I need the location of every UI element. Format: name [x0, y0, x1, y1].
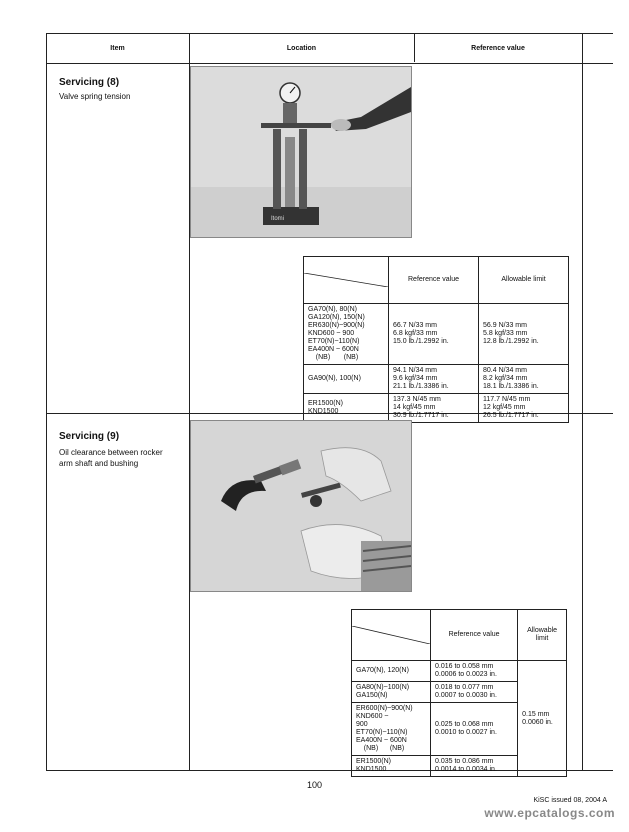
watermark: www.epcatalogs.com [484, 806, 615, 820]
table-corner-cell [304, 257, 389, 304]
table-row [304, 365, 569, 394]
row-allowable: 117.7 N/45 mm 12 kgf/45 mm 26.5 lb./1.7717 in. [479, 394, 569, 423]
col-allowable-limit: Allowable limit [479, 257, 569, 304]
col-allowable-limit: Allowable limit [518, 610, 567, 661]
row-reference: 0.016 to 0.058 mm 0.0006 to 0.0023 in. [431, 661, 518, 682]
spring-tester-illustration [191, 67, 411, 237]
header-location: Location [286, 45, 317, 52]
row-models: ER1500(N) KND1500 [352, 756, 431, 777]
row-reference: 0.025 to 0.068 mm 0.0010 to 0.0027 in. [431, 703, 518, 756]
column-divider-2 [414, 33, 415, 62]
header-reference: Reference value [471, 45, 525, 52]
row-models: ER1500(N) KND1500 [304, 394, 389, 423]
row-models: GA80(N)~100(N) GA150(N) [352, 682, 431, 703]
row-allowable: 0.15 mm 0.0060 in. [518, 661, 567, 777]
row-reference: 0.018 to 0.077 mm 0.0007 to 0.0030 in. [431, 682, 518, 703]
row-models: ER600(N)~900(N) KND600 ~ 900 ET70(N)~110(N) EA400N ~ 600N (NB) (NB) [352, 703, 431, 756]
section8-subtitle: Valve spring tension [59, 92, 131, 101]
row-reference: 66.7 N/33 mm 6.8 kgf/33 mm 15.0 lb./1.2992 in. [389, 304, 479, 365]
table-header [46, 33, 613, 64]
column-divider-3 [582, 33, 583, 771]
row-allowable: 56.9 N/33 mm 5.8 kgf/33 mm 12.8 lb./1.2992 in. [479, 304, 569, 365]
row-reference: 137.3 N/45 mm 14 kgf/45 mm 30.9 lb./1.7717 in. [389, 394, 479, 423]
page-number: 100 [306, 780, 323, 790]
section9-title: Servicing (9) [59, 431, 120, 442]
row-models: GA70(N), 80(N) GA120(N), 150(N) ER630(N)~900(N) KND600 ~ 900 ET70(N)~110(N) EA400N ~ 600N (NB) (NB) [304, 304, 389, 365]
table-row [352, 661, 567, 682]
issue-note: KiSC issued 08, 2004 A [533, 797, 607, 804]
micrometer-illustration [191, 421, 411, 591]
table-corner-cell [352, 610, 431, 661]
row-models: GA90(N), 100(N) [304, 365, 389, 394]
table-row [304, 304, 569, 365]
row-models: GA70(N), 120(N) [352, 661, 431, 682]
valve-spring-tester-photo [190, 66, 412, 238]
section8-title: Servicing (8) [59, 77, 120, 88]
row-allowable: 80.4 N/34 mm 8.2 kgf/34 mm 18.1 lb./1.3386 in. [479, 365, 569, 394]
diagonal-line [352, 626, 430, 644]
row-reference: 94.1 N/34 mm 9.6 kgf/34 mm 21.1 lb./1.3386 in. [389, 365, 479, 394]
col-reference-value: Reference value [431, 610, 518, 661]
section9-subtitle: Oil clearance between rocker arm shaft and bushing [59, 448, 163, 468]
valve-spring-table [303, 256, 569, 423]
col-reference-value: Reference value [389, 257, 479, 304]
header-item: Item [110, 45, 125, 52]
micrometer-photo [190, 420, 412, 592]
row-reference: 0.035 to 0.086 mm 0.0014 to 0.0034 in. [431, 756, 518, 777]
oil-clearance-table [351, 609, 567, 777]
tester-brand-label: Itomi [271, 216, 285, 222]
table-row [304, 394, 569, 423]
diagonal-line [304, 273, 388, 287]
